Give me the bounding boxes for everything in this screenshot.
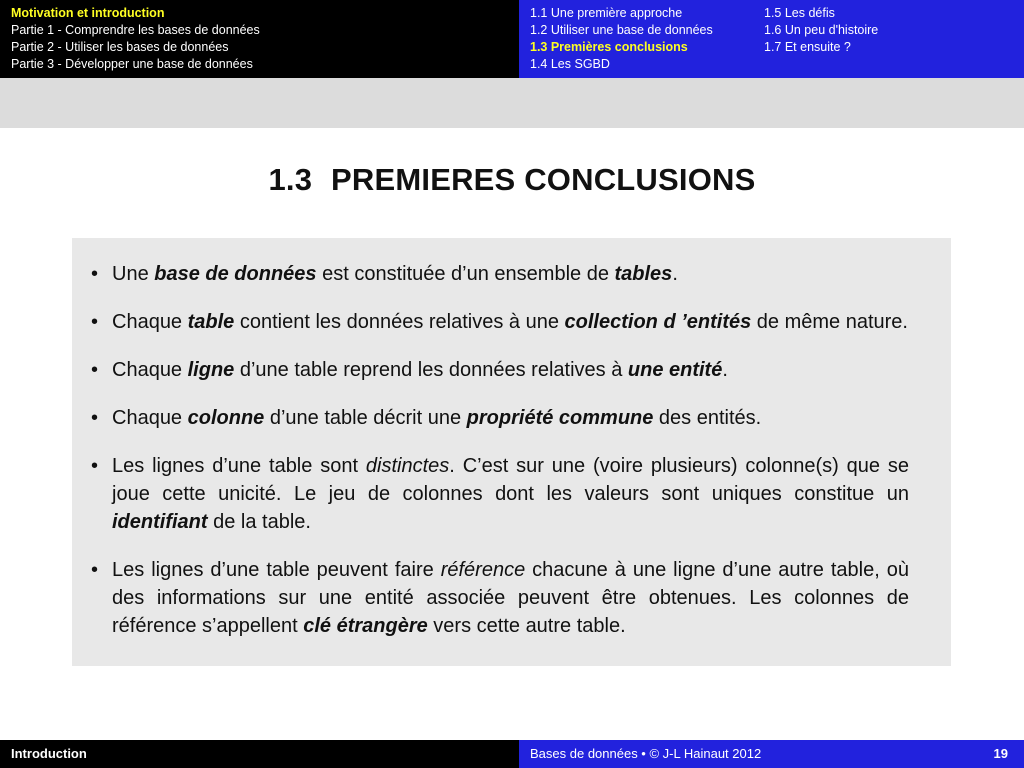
bullet-text: de la table.: [207, 511, 311, 533]
footer-section-title: Introduction: [0, 740, 519, 768]
nav-section-motivation[interactable]: Motivation et introduction: [11, 6, 165, 20]
slide-title-text: PREMIERES CONCLUSIONS: [331, 162, 756, 197]
bullet-list: [90, 260, 909, 640]
emphasis-text: colonne: [187, 407, 265, 429]
bullet-text: vers cette autre table.: [427, 615, 626, 637]
bullet-text: .: [722, 359, 728, 381]
emphasis-text: tables: [614, 263, 673, 285]
bullet-text: chacune à une ligne d’une autre table, où des informations sur une entité associée peuvent être obtenues. Les colonnes de référence s’appellent: [112, 559, 909, 637]
subsection-navigation: [519, 0, 1024, 78]
emphasis-text: table: [187, 311, 235, 333]
top-navigation-bar: [0, 0, 1024, 78]
bullet-text: Les lignes d’une table sont: [112, 455, 366, 477]
bullet-item: [90, 260, 909, 288]
emphasis-text: collection d ’entités: [564, 311, 752, 333]
header-band: [0, 78, 1024, 128]
bullet-item: [90, 452, 909, 536]
nav-subsection-1-4[interactable]: 1.4 Les SGBD: [530, 57, 610, 71]
nav-subsection-1-1[interactable]: 1.1 Une première approche: [530, 6, 683, 20]
bullet-text: Chaque: [112, 407, 188, 429]
slide-title: [0, 162, 1024, 198]
emphasis-text: base de données: [154, 263, 317, 285]
bullet-text: Chaque: [112, 359, 188, 381]
nav-subsection-1-2[interactable]: 1.2 Utiliser une base de données: [530, 23, 713, 37]
emphasis-text: ligne: [187, 359, 235, 381]
bullet-item: [90, 556, 909, 640]
slide-title-number: 1.3: [268, 162, 313, 197]
bullet-text: Une: [112, 263, 155, 285]
emphasis-text: clé étrangère: [303, 615, 428, 637]
bullet-item: [90, 404, 909, 432]
page-number: 19: [993, 746, 1008, 761]
bullet-text: Chaque: [112, 311, 188, 333]
emphasis-text: référence: [440, 559, 526, 581]
bullet-text: .: [672, 263, 678, 285]
bullet-text: des entités.: [653, 407, 762, 429]
bullet-text: . C’est sur une (voire plusieurs) colonne(s) que se joue cette unicité. Le jeu de colonnes dont les valeurs sont uniques constitue un: [112, 455, 909, 505]
footer-course-credit: Bases de données • © J-L Hainaut 2012: [530, 746, 762, 761]
emphasis-text: propriété commune: [466, 407, 654, 429]
bullet-text: de même nature.: [751, 311, 908, 333]
emphasis-text: une entité: [627, 359, 723, 381]
nav-section-partie-1[interactable]: Partie 1 - Comprendre les bases de données: [11, 23, 260, 37]
nav-subsection-1-5[interactable]: 1.5 Les défis: [764, 6, 835, 20]
emphasis-text: distinctes: [365, 455, 450, 477]
bullet-text: d’une table décrit une: [264, 407, 467, 429]
bullet-text: d’une table reprend les données relatives à: [234, 359, 628, 381]
bullet-text: est constituée d’un ensemble de: [316, 263, 615, 285]
nav-subsection-1-3[interactable]: 1.3 Premières conclusions: [530, 40, 688, 54]
footer-info: [519, 740, 1024, 768]
nav-subsection-1-7[interactable]: 1.7 Et ensuite ?: [764, 40, 851, 54]
nav-section-partie-3[interactable]: Partie 3 - Développer une base de données: [11, 57, 253, 71]
nav-section-partie-2[interactable]: Partie 2 - Utiliser les bases de données: [11, 40, 229, 54]
bullet-text: contient les données relatives à une: [234, 311, 565, 333]
footer-bar: [0, 740, 1024, 768]
section-navigation: [0, 0, 519, 78]
bullet-item: [90, 308, 909, 336]
subsection-column-2: [764, 5, 878, 56]
content-box: [72, 238, 951, 666]
bullet-text: Les lignes d’une table peuvent faire: [112, 559, 441, 581]
bullet-item: [90, 356, 909, 384]
subsection-column-1: [530, 5, 713, 73]
nav-subsection-1-6[interactable]: 1.6 Un peu d'histoire: [764, 23, 879, 37]
emphasis-text: identifiant: [112, 511, 208, 533]
